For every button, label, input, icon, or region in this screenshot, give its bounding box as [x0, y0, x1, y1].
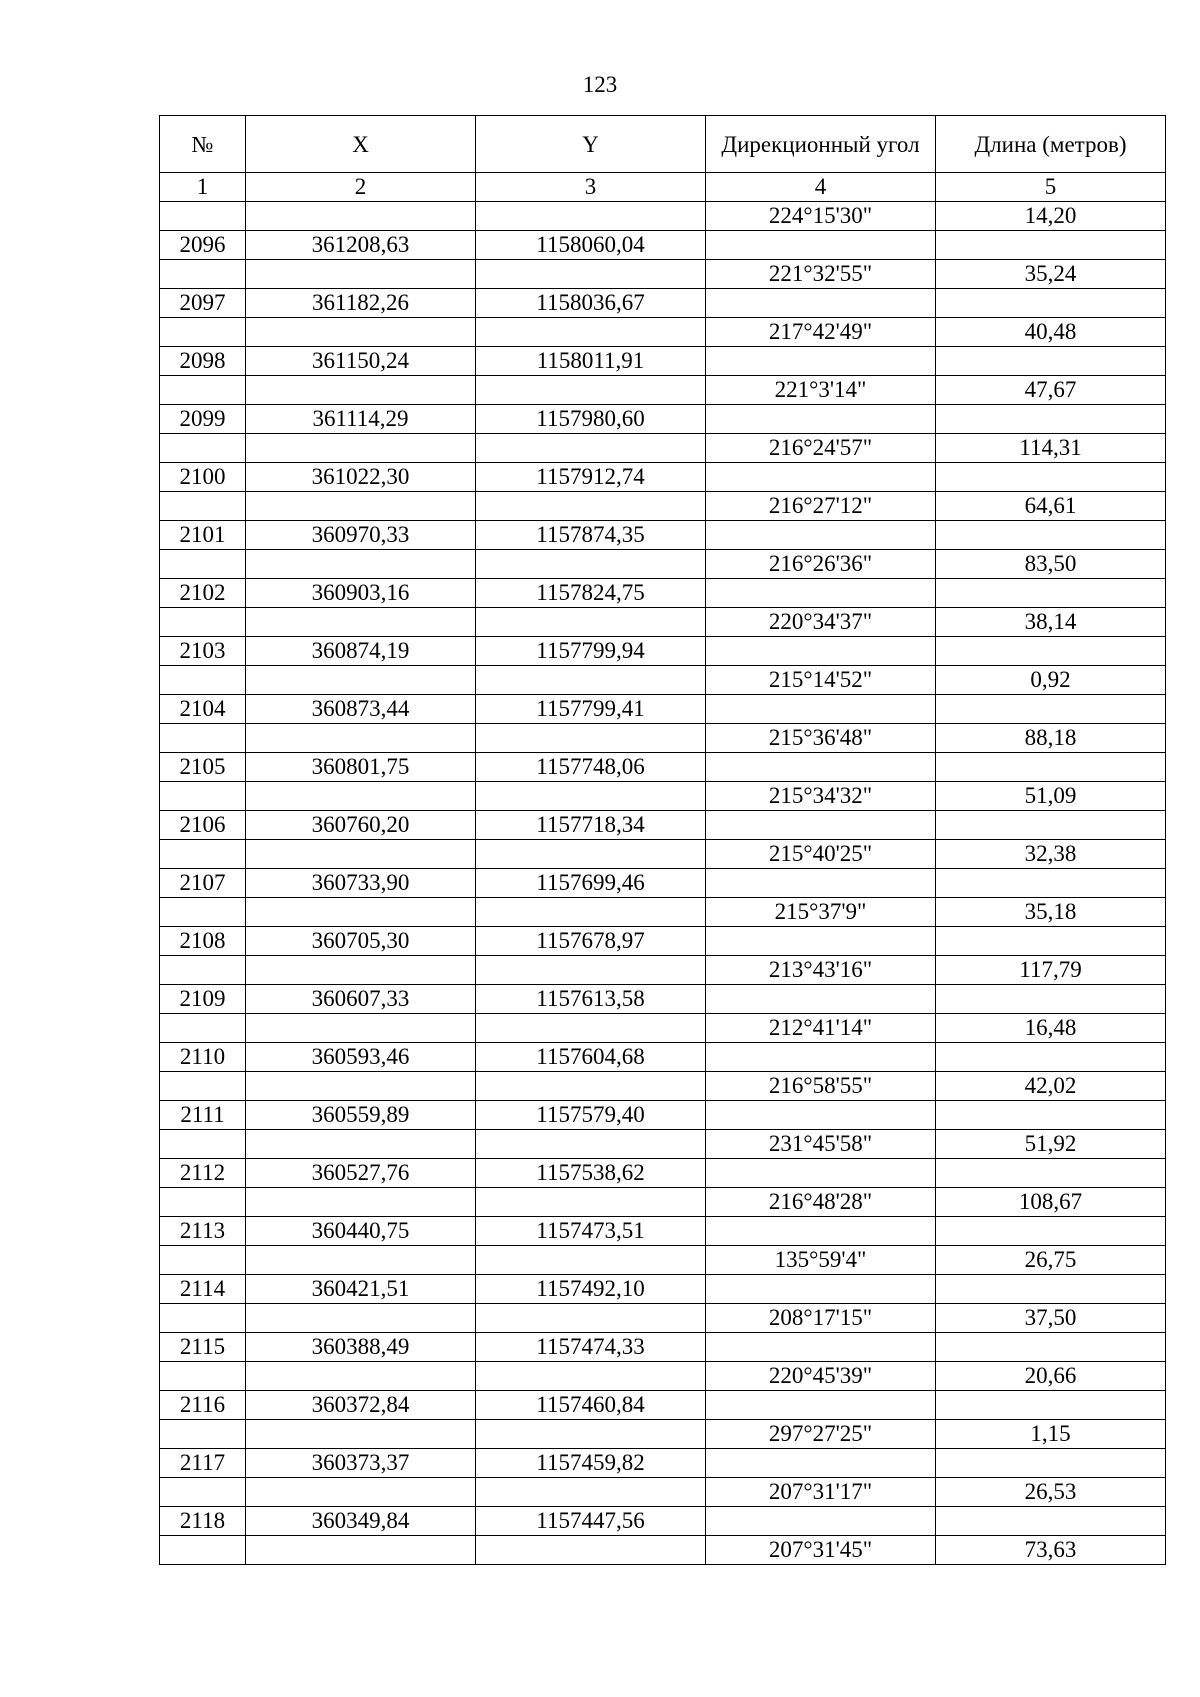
point-number: 2101: [160, 521, 246, 550]
direction-angle: 221°32'55": [706, 260, 936, 289]
table-row: [160, 550, 1166, 579]
table-row: [160, 347, 1166, 376]
point-number: 2116: [160, 1391, 246, 1420]
segment-length: [936, 1159, 1166, 1188]
segment-length: 16,48: [936, 1014, 1166, 1043]
point-number: 2102: [160, 579, 246, 608]
y-coordinate: [476, 1362, 706, 1391]
table-row: [160, 985, 1166, 1014]
x-coordinate: [246, 782, 476, 811]
segment-length: [936, 985, 1166, 1014]
table-row: [160, 637, 1166, 666]
x-coordinate: [246, 202, 476, 231]
table-row: [160, 405, 1166, 434]
direction-angle: [706, 579, 936, 608]
direction-angle: [706, 927, 936, 956]
table-row: [160, 608, 1166, 637]
x-coordinate: [246, 1420, 476, 1449]
y-coordinate: 1158060,04: [476, 231, 706, 260]
column-number: 1: [160, 173, 246, 202]
segment-length: [936, 521, 1166, 550]
y-coordinate: 1157718,34: [476, 811, 706, 840]
x-coordinate: 360760,20: [246, 811, 476, 840]
segment-length: 0,92: [936, 666, 1166, 695]
table-row: [160, 898, 1166, 927]
table-row: [160, 1014, 1166, 1043]
segment-length: 114,31: [936, 434, 1166, 463]
x-coordinate: [246, 724, 476, 753]
x-coordinate: [246, 1478, 476, 1507]
point-number: [160, 1014, 246, 1043]
table-row: [160, 1101, 1166, 1130]
point-number: [160, 840, 246, 869]
segment-length: [936, 1391, 1166, 1420]
header-row: [160, 116, 1166, 173]
y-coordinate: 1157912,74: [476, 463, 706, 492]
table-row: [160, 376, 1166, 405]
table-row: [160, 811, 1166, 840]
direction-angle: 213°43'16": [706, 956, 936, 985]
x-coordinate: 360421,51: [246, 1275, 476, 1304]
segment-length: [936, 1101, 1166, 1130]
table-row: [160, 289, 1166, 318]
segment-length: [936, 231, 1166, 260]
direction-angle: 215°14'52": [706, 666, 936, 695]
direction-angle: 216°27'12": [706, 492, 936, 521]
x-coordinate: [246, 492, 476, 521]
page-number: 123: [582, 72, 618, 97]
point-number: 2105: [160, 753, 246, 782]
table-row: [160, 869, 1166, 898]
segment-length: 88,18: [936, 724, 1166, 753]
y-coordinate: [476, 550, 706, 579]
x-coordinate: 360373,37: [246, 1449, 476, 1478]
table-row: [160, 1188, 1166, 1217]
point-number: [160, 1362, 246, 1391]
x-coordinate: [246, 318, 476, 347]
point-number: 2099: [160, 405, 246, 434]
column-number: 5: [936, 173, 1166, 202]
y-coordinate: [476, 376, 706, 405]
point-number: [160, 666, 246, 695]
direction-angle: 224°15'30": [706, 202, 936, 231]
table-row: [160, 666, 1166, 695]
table-row: [160, 1507, 1166, 1536]
x-coordinate: 360349,84: [246, 1507, 476, 1536]
table-row: [160, 260, 1166, 289]
coordinates-table: [159, 115, 1166, 1565]
y-coordinate: [476, 1246, 706, 1275]
segment-length: 37,50: [936, 1304, 1166, 1333]
point-number: 2107: [160, 869, 246, 898]
header-direction-angle: Дирекционный угол: [706, 116, 936, 173]
table-row: [160, 1072, 1166, 1101]
x-coordinate: 361150,24: [246, 347, 476, 376]
x-coordinate: 360903,16: [246, 579, 476, 608]
direction-angle: 207°31'17": [706, 1478, 936, 1507]
table-row: [160, 724, 1166, 753]
segment-length: 42,02: [936, 1072, 1166, 1101]
segment-length: 35,24: [936, 260, 1166, 289]
x-coordinate: 360440,75: [246, 1217, 476, 1246]
direction-angle: [706, 347, 936, 376]
direction-angle: [706, 1217, 936, 1246]
x-coordinate: [246, 550, 476, 579]
x-coordinate: [246, 956, 476, 985]
direction-angle: [706, 1507, 936, 1536]
table-body: [160, 202, 1166, 1565]
direction-angle: 215°37'9": [706, 898, 936, 927]
point-number: 2103: [160, 637, 246, 666]
table-row: [160, 1420, 1166, 1449]
table-row: [160, 1304, 1166, 1333]
segment-length: [936, 869, 1166, 898]
y-coordinate: [476, 840, 706, 869]
point-number: [160, 956, 246, 985]
segment-length: 1,15: [936, 1420, 1166, 1449]
x-coordinate: 360593,46: [246, 1043, 476, 1072]
direction-angle: 215°36'48": [706, 724, 936, 753]
table-row: [160, 1159, 1166, 1188]
segment-length: 64,61: [936, 492, 1166, 521]
table-row: [160, 782, 1166, 811]
segment-length: 40,48: [936, 318, 1166, 347]
header-number: №: [160, 116, 246, 173]
y-coordinate: [476, 898, 706, 927]
point-number: 2096: [160, 231, 246, 260]
segment-length: [936, 1217, 1166, 1246]
y-coordinate: 1157492,10: [476, 1275, 706, 1304]
x-coordinate: [246, 434, 476, 463]
table-row: [160, 1130, 1166, 1159]
header-length: Длина (метров): [936, 116, 1166, 173]
x-coordinate: 360970,33: [246, 521, 476, 550]
y-coordinate: [476, 1072, 706, 1101]
y-coordinate: 1157447,56: [476, 1507, 706, 1536]
x-coordinate: [246, 1014, 476, 1043]
x-coordinate: 361182,26: [246, 289, 476, 318]
point-number: [160, 1246, 246, 1275]
point-number: [160, 260, 246, 289]
x-coordinate: 360705,30: [246, 927, 476, 956]
y-coordinate: 1157678,97: [476, 927, 706, 956]
point-number: 2106: [160, 811, 246, 840]
x-coordinate: 360874,19: [246, 637, 476, 666]
y-coordinate: [476, 1014, 706, 1043]
header-x: X: [246, 116, 476, 173]
segment-length: [936, 405, 1166, 434]
direction-angle: 216°26'36": [706, 550, 936, 579]
direction-angle: 220°34'37": [706, 608, 936, 637]
y-coordinate: 1158036,67: [476, 289, 706, 318]
x-coordinate: [246, 1130, 476, 1159]
table-row: [160, 1246, 1166, 1275]
x-coordinate: [246, 260, 476, 289]
segment-length: [936, 1507, 1166, 1536]
point-number: 2111: [160, 1101, 246, 1130]
y-coordinate: 1157699,46: [476, 869, 706, 898]
direction-angle: [706, 405, 936, 434]
table-row: [160, 318, 1166, 347]
y-coordinate: 1157473,51: [476, 1217, 706, 1246]
y-coordinate: 1157799,94: [476, 637, 706, 666]
segment-length: [936, 1275, 1166, 1304]
point-number: 2115: [160, 1333, 246, 1362]
point-number: [160, 202, 246, 231]
y-coordinate: 1157613,58: [476, 985, 706, 1014]
table-row: [160, 463, 1166, 492]
column-number: 2: [246, 173, 476, 202]
y-coordinate: [476, 1420, 706, 1449]
y-coordinate: 1157824,75: [476, 579, 706, 608]
segment-length: 108,67: [936, 1188, 1166, 1217]
direction-angle: [706, 1159, 936, 1188]
direction-angle: 220°45'39": [706, 1362, 936, 1391]
column-number: 4: [706, 173, 936, 202]
segment-length: 51,92: [936, 1130, 1166, 1159]
point-number: [160, 1420, 246, 1449]
direction-angle: 216°48'28": [706, 1188, 936, 1217]
y-coordinate: 1157604,68: [476, 1043, 706, 1072]
segment-length: [936, 1449, 1166, 1478]
x-coordinate: [246, 1362, 476, 1391]
y-coordinate: [476, 492, 706, 521]
point-number: [160, 318, 246, 347]
point-number: [160, 492, 246, 521]
y-coordinate: [476, 1304, 706, 1333]
y-coordinate: 1157748,06: [476, 753, 706, 782]
point-number: [160, 434, 246, 463]
x-coordinate: [246, 1304, 476, 1333]
table-row: [160, 927, 1166, 956]
table-row: [160, 521, 1166, 550]
y-coordinate: 1157474,33: [476, 1333, 706, 1362]
point-number: [160, 898, 246, 927]
point-number: [160, 1188, 246, 1217]
column-number-row: [160, 173, 1166, 202]
x-coordinate: [246, 840, 476, 869]
direction-angle: 216°58'55": [706, 1072, 936, 1101]
table-row: [160, 753, 1166, 782]
table-row: [160, 695, 1166, 724]
header-y: Y: [476, 116, 706, 173]
segment-length: 35,18: [936, 898, 1166, 927]
point-number: [160, 608, 246, 637]
direction-angle: [706, 1101, 936, 1130]
y-coordinate: [476, 1536, 706, 1565]
y-coordinate: [476, 1478, 706, 1507]
x-coordinate: [246, 1188, 476, 1217]
direction-angle: [706, 463, 936, 492]
x-coordinate: [246, 1536, 476, 1565]
x-coordinate: [246, 666, 476, 695]
y-coordinate: [476, 956, 706, 985]
x-coordinate: 360607,33: [246, 985, 476, 1014]
table-row: [160, 1043, 1166, 1072]
y-coordinate: [476, 666, 706, 695]
segment-length: [936, 1333, 1166, 1362]
direction-angle: 215°40'25": [706, 840, 936, 869]
direction-angle: 207°31'45": [706, 1536, 936, 1565]
y-coordinate: [476, 782, 706, 811]
segment-length: 20,66: [936, 1362, 1166, 1391]
y-coordinate: 1157459,82: [476, 1449, 706, 1478]
x-coordinate: 360873,44: [246, 695, 476, 724]
table-row: [160, 1217, 1166, 1246]
direction-angle: 221°3'14": [706, 376, 936, 405]
x-coordinate: [246, 1246, 476, 1275]
table-row: [160, 840, 1166, 869]
y-coordinate: [476, 260, 706, 289]
table-row: [160, 956, 1166, 985]
table-row: [160, 1275, 1166, 1304]
y-coordinate: 1157874,35: [476, 521, 706, 550]
segment-length: 14,20: [936, 202, 1166, 231]
point-number: [160, 1072, 246, 1101]
point-number: 2117: [160, 1449, 246, 1478]
y-coordinate: [476, 202, 706, 231]
direction-angle: 215°34'32": [706, 782, 936, 811]
segment-length: [936, 347, 1166, 376]
direction-angle: 135°59'4": [706, 1246, 936, 1275]
segment-length: [936, 753, 1166, 782]
table-row: [160, 492, 1166, 521]
segment-length: 117,79: [936, 956, 1166, 985]
point-number: 2110: [160, 1043, 246, 1072]
column-number: 3: [476, 173, 706, 202]
direction-angle: [706, 695, 936, 724]
y-coordinate: 1157579,40: [476, 1101, 706, 1130]
segment-length: 26,53: [936, 1478, 1166, 1507]
x-coordinate: 360801,75: [246, 753, 476, 782]
direction-angle: [706, 811, 936, 840]
direction-angle: [706, 289, 936, 318]
point-number: [160, 550, 246, 579]
point-number: [160, 1130, 246, 1159]
y-coordinate: [476, 1188, 706, 1217]
x-coordinate: [246, 1072, 476, 1101]
direction-angle: [706, 231, 936, 260]
y-coordinate: [476, 434, 706, 463]
direction-angle: [706, 869, 936, 898]
segment-length: 51,09: [936, 782, 1166, 811]
segment-length: 83,50: [936, 550, 1166, 579]
point-number: 2098: [160, 347, 246, 376]
segment-length: [936, 579, 1166, 608]
table-row: [160, 1333, 1166, 1362]
segment-length: [936, 927, 1166, 956]
point-number: 2109: [160, 985, 246, 1014]
point-number: 2118: [160, 1507, 246, 1536]
point-number: 2112: [160, 1159, 246, 1188]
direction-angle: [706, 637, 936, 666]
point-number: 2104: [160, 695, 246, 724]
point-number: [160, 376, 246, 405]
x-coordinate: 360372,84: [246, 1391, 476, 1420]
table-row: [160, 1449, 1166, 1478]
table-row: [160, 202, 1166, 231]
y-coordinate: 1157538,62: [476, 1159, 706, 1188]
y-coordinate: [476, 608, 706, 637]
y-coordinate: 1157460,84: [476, 1391, 706, 1420]
direction-angle: [706, 1333, 936, 1362]
table-row: [160, 231, 1166, 260]
direction-angle: [706, 1275, 936, 1304]
point-number: 2100: [160, 463, 246, 492]
segment-length: [936, 695, 1166, 724]
point-number: [160, 1304, 246, 1333]
direction-angle: [706, 753, 936, 782]
table-row: [160, 1478, 1166, 1507]
direction-angle: 231°45'58": [706, 1130, 936, 1159]
x-coordinate: 360559,89: [246, 1101, 476, 1130]
direction-angle: [706, 1449, 936, 1478]
direction-angle: [706, 1043, 936, 1072]
segment-length: 73,63: [936, 1536, 1166, 1565]
point-number: [160, 724, 246, 753]
x-coordinate: 361114,29: [246, 405, 476, 434]
direction-angle: [706, 985, 936, 1014]
point-number: [160, 1536, 246, 1565]
y-coordinate: [476, 1130, 706, 1159]
segment-length: [936, 289, 1166, 318]
point-number: 2108: [160, 927, 246, 956]
segment-length: 38,14: [936, 608, 1166, 637]
point-number: [160, 1478, 246, 1507]
x-coordinate: [246, 898, 476, 927]
segment-length: [936, 811, 1166, 840]
segment-length: 26,75: [936, 1246, 1166, 1275]
x-coordinate: 360733,90: [246, 869, 476, 898]
table-row: [160, 1391, 1166, 1420]
x-coordinate: 360388,49: [246, 1333, 476, 1362]
x-coordinate: [246, 608, 476, 637]
direction-angle: 217°42'49": [706, 318, 936, 347]
segment-length: [936, 1043, 1166, 1072]
direction-angle: 216°24'57": [706, 434, 936, 463]
x-coordinate: 360527,76: [246, 1159, 476, 1188]
table-row: [160, 1362, 1166, 1391]
point-number: 2097: [160, 289, 246, 318]
point-number: [160, 782, 246, 811]
direction-angle: 297°27'25": [706, 1420, 936, 1449]
y-coordinate: [476, 318, 706, 347]
direction-angle: [706, 1391, 936, 1420]
y-coordinate: 1157799,41: [476, 695, 706, 724]
direction-angle: 208°17'15": [706, 1304, 936, 1333]
x-coordinate: [246, 376, 476, 405]
table-row: [160, 434, 1166, 463]
point-number: 2113: [160, 1217, 246, 1246]
direction-angle: 212°41'14": [706, 1014, 936, 1043]
segment-length: [936, 463, 1166, 492]
y-coordinate: 1157980,60: [476, 405, 706, 434]
segment-length: 32,38: [936, 840, 1166, 869]
segment-length: [936, 637, 1166, 666]
y-coordinate: 1158011,91: [476, 347, 706, 376]
table-row: [160, 579, 1166, 608]
x-coordinate: 361208,63: [246, 231, 476, 260]
direction-angle: [706, 521, 936, 550]
x-coordinate: 361022,30: [246, 463, 476, 492]
y-coordinate: [476, 724, 706, 753]
segment-length: 47,67: [936, 376, 1166, 405]
table-row: [160, 1536, 1166, 1565]
point-number: 2114: [160, 1275, 246, 1304]
